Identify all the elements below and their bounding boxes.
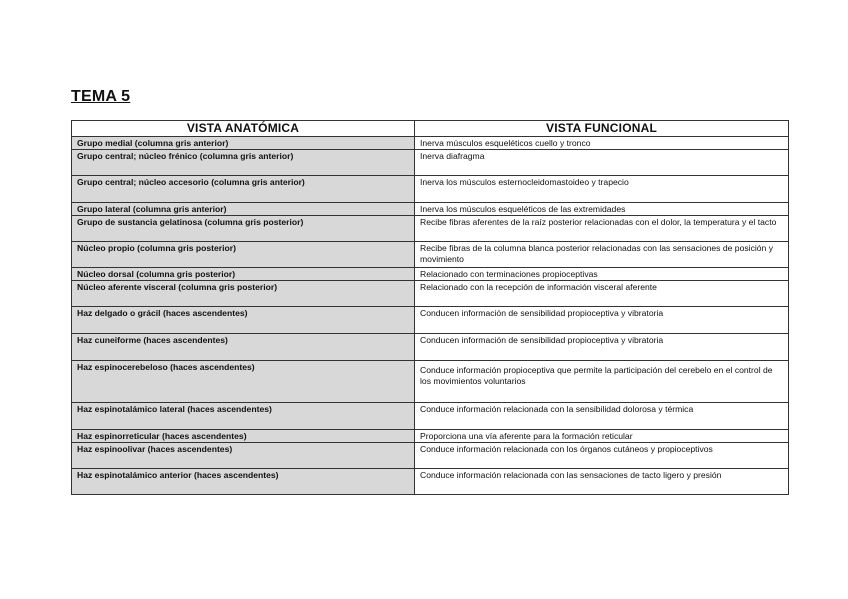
table-row bbox=[72, 242, 789, 268]
anatomical-cell: Núcleo propio (columna gris posterior) bbox=[72, 242, 415, 268]
table-row bbox=[72, 403, 789, 430]
functional-cell: Inerva los músculos esqueléticos de las extremidades bbox=[415, 203, 789, 216]
page-title: TEMA 5 bbox=[71, 88, 131, 105]
table-row bbox=[72, 334, 789, 361]
functional-cell: Conducen información de sensibilidad propioceptiva y vibratoria bbox=[415, 307, 789, 334]
functional-cell: Conduce información relacionada con las sensaciones de tacto ligero y presión bbox=[415, 469, 789, 495]
table-row bbox=[72, 137, 789, 150]
table-row bbox=[72, 469, 789, 495]
table-row bbox=[72, 281, 789, 307]
functional-cell: Recibe fibras de la columna blanca posterior relacionadas con las sensaciones de posición y movimiento bbox=[415, 242, 789, 268]
table-row bbox=[72, 176, 789, 203]
table-row bbox=[72, 430, 789, 443]
anatomical-cell: Grupo medial (columna gris anterior) bbox=[72, 137, 415, 150]
anatomical-cell: Haz delgado o grácil (haces ascendentes) bbox=[72, 307, 415, 334]
anatomical-cell: Haz espinorreticular (haces ascendentes) bbox=[72, 430, 415, 443]
functional-cell: Inerva los músculos esternocleidomastoideo y trapecio bbox=[415, 176, 789, 203]
anatomical-cell: Haz espinotalámico anterior (haces ascendentes) bbox=[72, 469, 415, 495]
table-row bbox=[72, 268, 789, 281]
table-row bbox=[72, 216, 789, 242]
table-row bbox=[72, 361, 789, 403]
functional-cell: Relacionado con terminaciones propioceptivas bbox=[415, 268, 789, 281]
functional-cell: Conduce información relacionada con los órganos cutáneos y propioceptivos bbox=[415, 443, 789, 469]
header-vista-anatomica: VISTA ANATÓMICA bbox=[72, 121, 415, 137]
anatomical-cell: Haz espinotalámico lateral (haces ascendentes) bbox=[72, 403, 415, 430]
anatomical-cell: Grupo central; núcleo frénico (columna gris anterior) bbox=[72, 150, 415, 176]
anatomy-function-table bbox=[71, 120, 789, 495]
functional-cell: Recibe fibras aferentes de la raíz posterior relacionadas con el dolor, la temperatura y el tacto bbox=[415, 216, 789, 242]
table-header-row bbox=[72, 121, 789, 137]
functional-cell: Conduce información relacionada con la sensibilidad dolorosa y térmica bbox=[415, 403, 789, 430]
functional-cell: Conducen información de sensibilidad propioceptiva y vibratoria bbox=[415, 334, 789, 361]
anatomical-cell: Núcleo aferente visceral (columna gris posterior) bbox=[72, 281, 415, 307]
table-row bbox=[72, 443, 789, 469]
anatomical-cell: Haz espinocerebeloso (haces ascendentes) bbox=[72, 361, 415, 403]
anatomical-cell: Grupo lateral (columna gris anterior) bbox=[72, 203, 415, 216]
anatomical-cell: Haz espinoolivar (haces ascendentes) bbox=[72, 443, 415, 469]
anatomical-cell: Haz cuneiforme (haces ascendentes) bbox=[72, 334, 415, 361]
header-vista-funcional: VISTA FUNCIONAL bbox=[415, 121, 789, 137]
functional-cell: Inerva diafragma bbox=[415, 150, 789, 176]
anatomical-cell: Grupo central; núcleo accesorio (columna gris anterior) bbox=[72, 176, 415, 203]
anatomical-cell: Núcleo dorsal (columna gris posterior) bbox=[72, 268, 415, 281]
table-row bbox=[72, 150, 789, 176]
table-row bbox=[72, 307, 789, 334]
functional-cell: Conduce información propioceptiva que permite la participación del cerebelo en el control de los movimientos voluntarios bbox=[415, 361, 789, 403]
functional-cell: Relacionado con la recepción de información visceral aferente bbox=[415, 281, 789, 307]
functional-cell: Proporciona una vía aferente para la formación reticular bbox=[415, 430, 789, 443]
functional-cell: Inerva músculos esqueléticos cuello y tronco bbox=[415, 137, 789, 150]
anatomical-cell: Grupo de sustancia gelatinosa (columna gris posterior) bbox=[72, 216, 415, 242]
table-row bbox=[72, 203, 789, 216]
